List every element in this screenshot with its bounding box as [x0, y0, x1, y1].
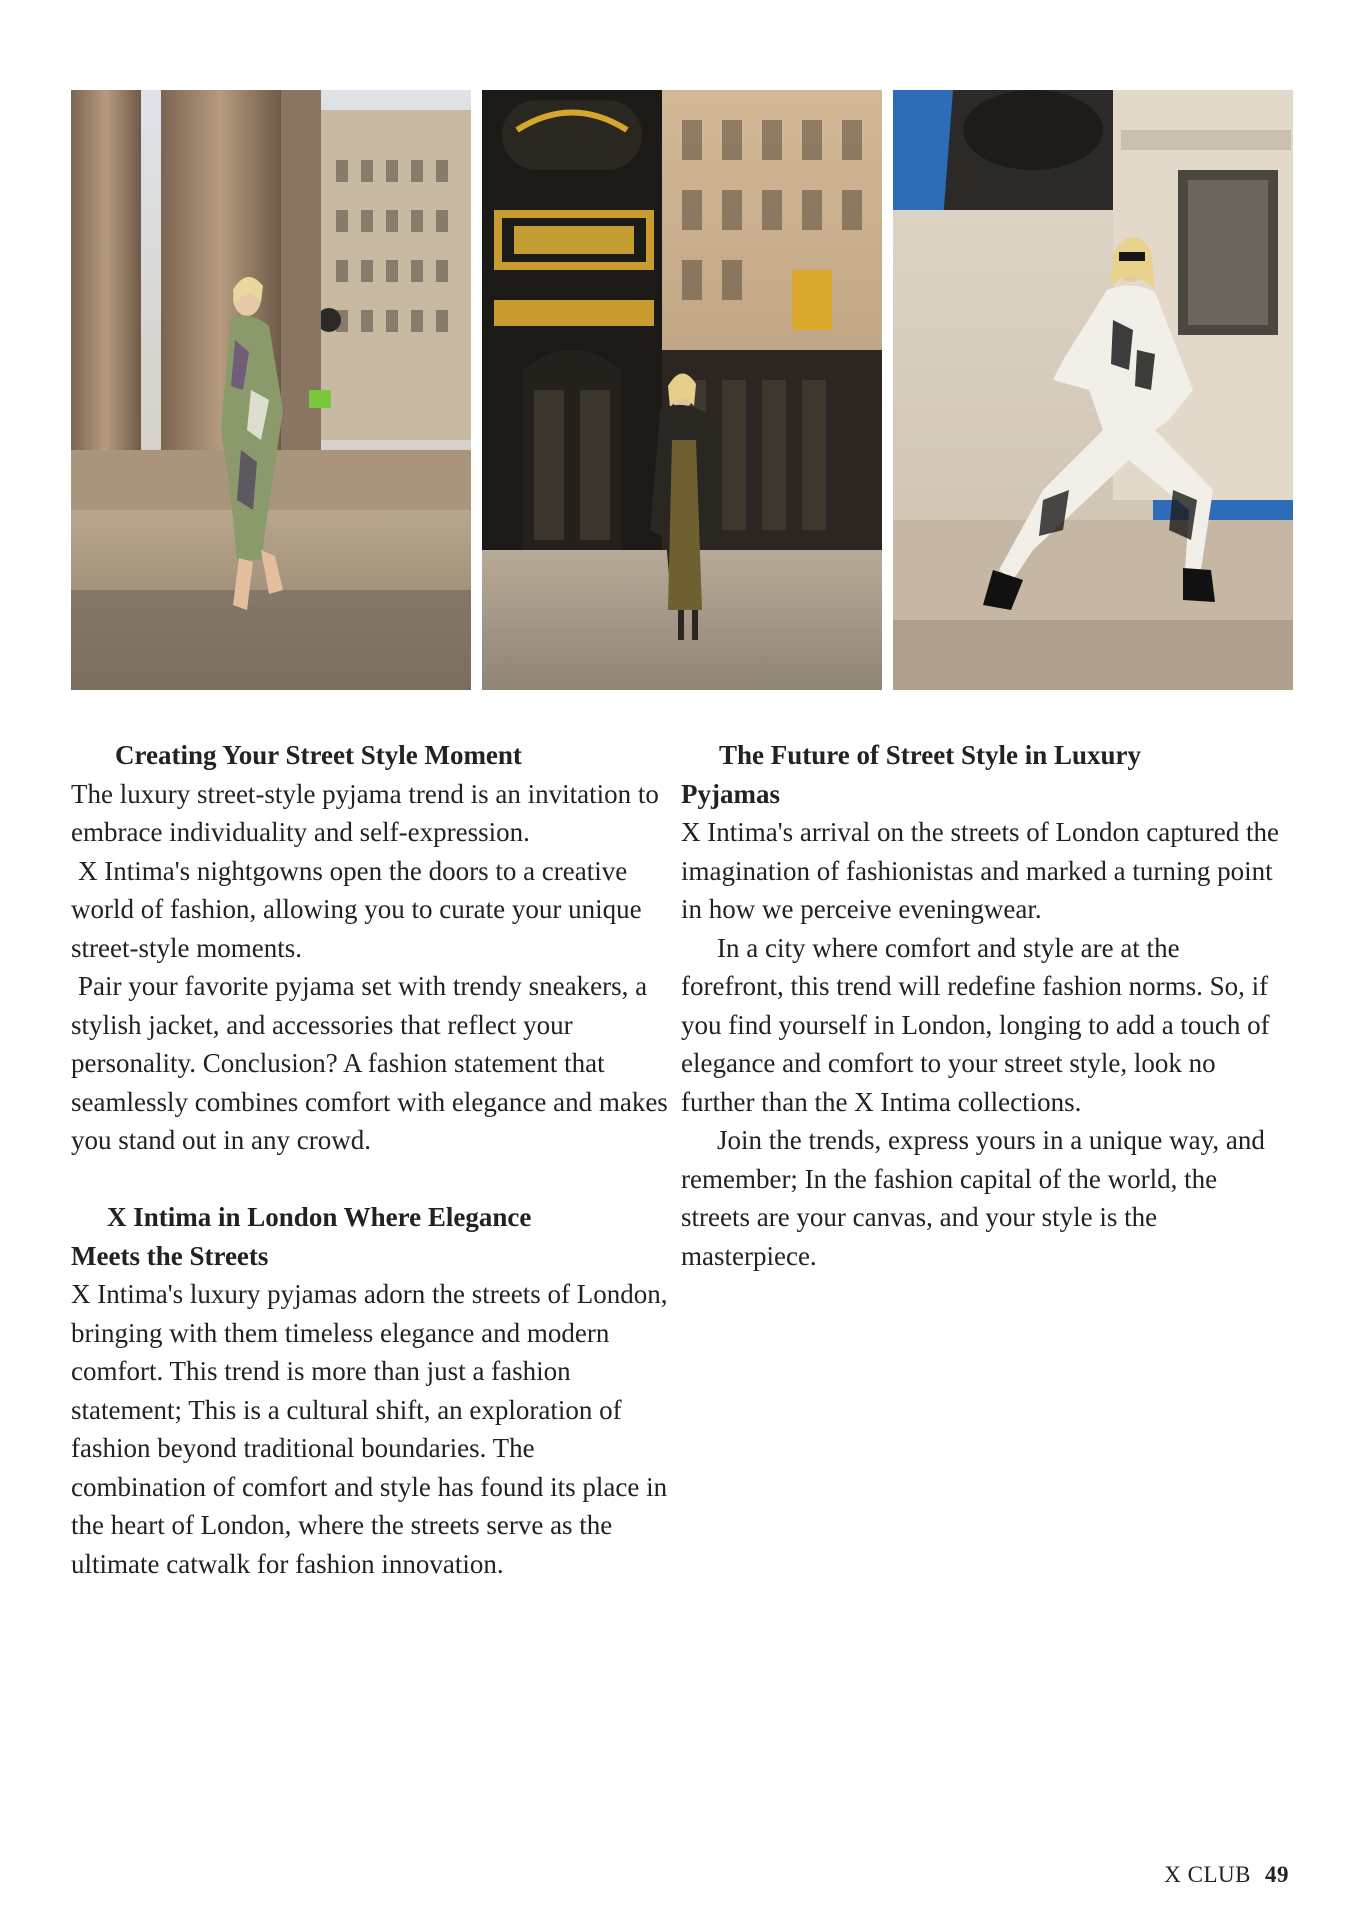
- paragraph: X Intima's luxury pyjamas adorn the streets of London, bringing with them timeless elegance and modern comfort. This trend is more than just a fashion statement; This is a cultural shift, an exploration of fashion beyond traditional boundaries. The combination of comfort and style has found its place in the heart of London, where the streets serve as the ultimate catwalk for fashion innovation.: [71, 1279, 668, 1579]
- paragraph: Join the trends, express yours in a unique way, and remember; In the fashion capital of the world, the streets are your canvas, and your style is the masterpiece.: [681, 1125, 1265, 1271]
- paragraph: X Intima's arrival on the streets of London captured the imagination of fashionistas and marked a turning point in how we perceive eveningwear.: [681, 817, 1279, 924]
- page-footer: [1164, 1862, 1289, 1888]
- paragraph: X Intima's nightgowns open the doors to a creative world of fashion, allowing you to curate your unique street-style moments.: [71, 855, 642, 963]
- heading-text: Pyjamas: [681, 778, 780, 809]
- photo-model-lion-statue: [893, 90, 1293, 690]
- section-heading-future-street-style: [681, 736, 1281, 813]
- page-number: 49: [1265, 1862, 1289, 1887]
- section-heading-london-elegance: [71, 1198, 671, 1275]
- paragraph: The luxury street-style pyjama trend is an invitation to embrace individuality and self-expression.: [71, 778, 659, 847]
- magazine-brand: X CLUB: [1164, 1862, 1251, 1887]
- heading-text: Creating Your Street Style Moment: [115, 740, 522, 770]
- heading-text: X Intima in London Where Elegance: [107, 1202, 532, 1232]
- section-heading-street-style-moment: [71, 736, 671, 775]
- paragraph: Pair your favorite pyjama set with trendy sneakers, a stylish jacket, and accessories that reflect your personality. Conclusion? A fashion statement that seamlessly combines comfort with elegance and makes you stand out in any crowd.: [71, 971, 668, 1155]
- right-column: [681, 736, 1281, 1275]
- heading-text: The Future of Street Style in Luxury: [719, 740, 1141, 770]
- left-column: [71, 736, 671, 1583]
- photo-row: [71, 90, 1293, 690]
- paragraph: In a city where comfort and style are at the forefront, this trend will redefine fashion norms. So, if you find yourself in London, longing to add a touch of elegance and comfort to your street style, look no further than the X Intima collections.: [681, 932, 1270, 1117]
- photo-model-stone-columns: [71, 90, 471, 690]
- heading-text: Meets the Streets: [71, 1240, 269, 1271]
- photo-model-clachan-pub: [482, 90, 882, 690]
